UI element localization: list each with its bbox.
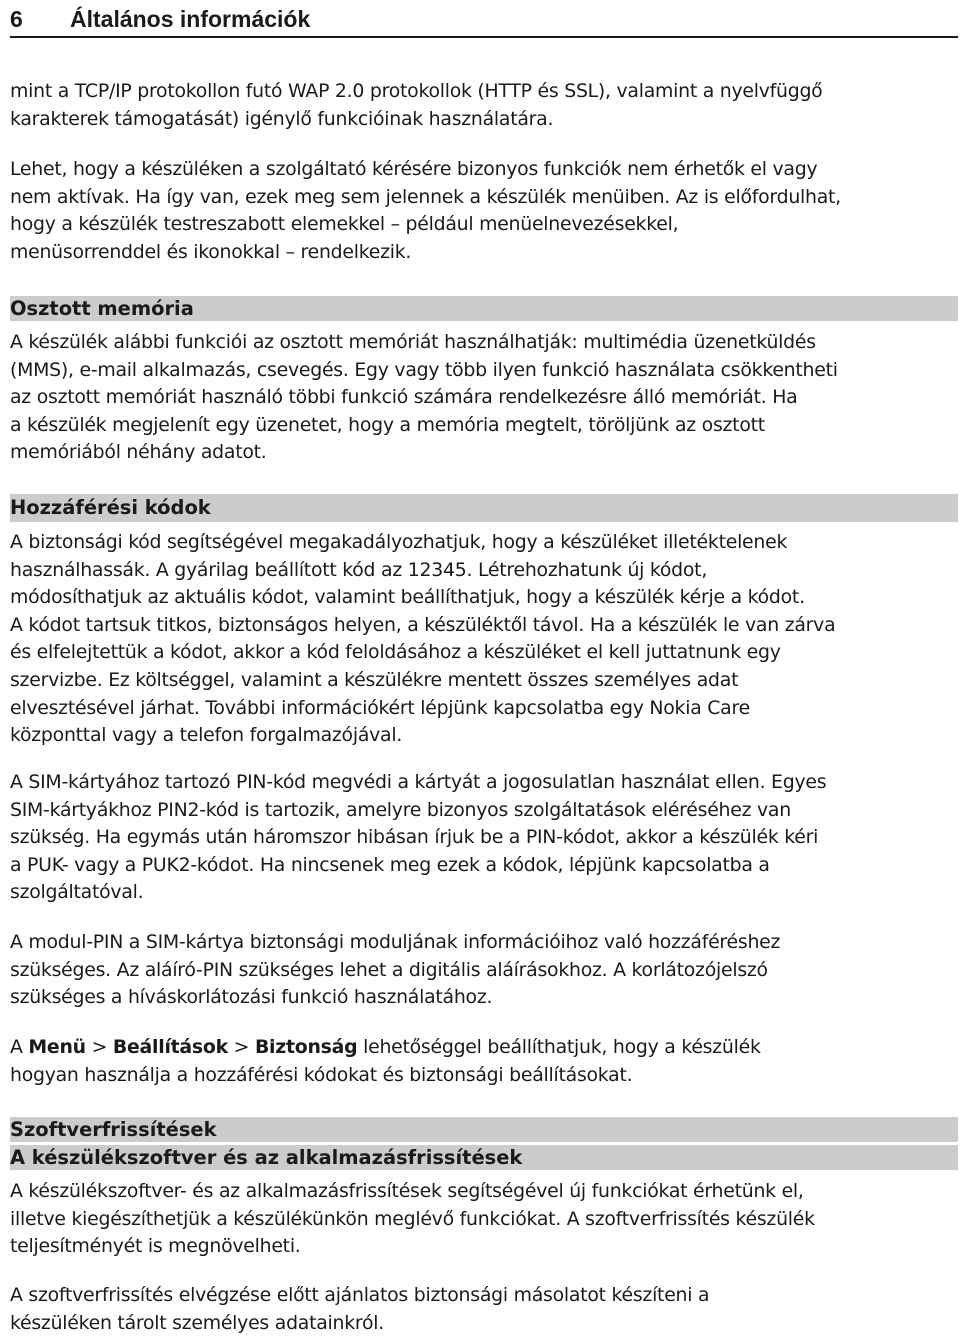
text-line: szükséges. Az aláíró-PIN szükséges lehet a digitális aláírásokhoz. A korlátozójelszó xyxy=(10,958,768,981)
text-line: szolgáltatóval. xyxy=(10,881,144,904)
page-header xyxy=(10,0,958,38)
text-line: hogyan használja a hozzáférési kódokat és biztonsági beállításokat. xyxy=(10,1063,633,1086)
page-number: 6 xyxy=(10,6,23,32)
menu-path-settings: Beállítások xyxy=(112,1036,228,1058)
text-line: módosíthatjuk az aktuális kódot, valamint beállíthatjuk, hogy a készülék kérje a kódot. xyxy=(10,586,805,609)
text-line: karakterek támogatását) igénylő funkcióinak használatára. xyxy=(10,107,554,130)
text-line: A készülék alábbi funkciói az osztott memóriát használhatják: multimédia üzenetküldés xyxy=(10,331,816,353)
text-line: a PUK- vagy a PUK2-kódot. Ha nincsenek meg ezek a kódok, lépjünk kapcsolatba a xyxy=(10,853,770,876)
section-heading-shared-memory: Osztott memória xyxy=(10,296,958,321)
text-line xyxy=(10,1034,958,1062)
text-line: memóriából néhány adatot. xyxy=(10,441,267,464)
shared-memory-paragraph xyxy=(10,329,958,467)
text-line: készüléken tárolt személyes adatainkról. xyxy=(10,1311,385,1334)
text-suffix: lehetőséggel beállíthatjuk, hogy a készülék xyxy=(357,1036,761,1058)
text-line: SIM-kártyákhoz PIN2-kód is tartozik, amelyre bizonyos szolgáltatások eléréséhez van xyxy=(10,798,791,821)
intro-paragraph-2 xyxy=(10,156,958,266)
section-heading-access-codes: Hozzáférési kódok xyxy=(10,494,958,522)
text-line: használhassák. A gyárilag beállított kód az 12345. Létrehozhatunk új kódot, xyxy=(10,558,708,581)
text-line: mint a TCP/IP protokollon futó WAP 2.0 protokollok (HTTP és SSL), valamint a nyelvfüggő xyxy=(10,80,823,102)
software-updates-paragraph-1 xyxy=(10,1178,958,1261)
text-line: menüsorrenddel és ikonokkal – rendelkezik. xyxy=(10,240,412,263)
text-line: A készülékszoftver- és az alkalmazásfrissítések segítségével új funkciókat érhetünk el, xyxy=(10,1180,804,1202)
text-line: elvesztésével járhat. További információkért lépjünk kapcsolatba egy Nokia Care xyxy=(10,696,750,719)
intro-paragraph-1 xyxy=(10,78,958,133)
chapter-title: Általános információk xyxy=(70,6,311,32)
text-line: szükség. Ha egymás után háromszor hibásan írjuk be a PIN-kódot, akkor a készülék kéri xyxy=(10,826,819,849)
text-prefix: A xyxy=(10,1036,29,1058)
subsection-heading-device-software: A készülékszoftver és az alkalmazásfrissítések xyxy=(10,1145,958,1170)
text-line: és elfelejtettük a kódot, akkor a kód feloldásához a készüléket el kell juttatnunk egy xyxy=(10,641,781,664)
text-line: illetve kiegészíthetjük a készülékünkön meglévő funkciókat. A szoftverfrissítés készülék xyxy=(10,1207,815,1230)
text-line: A kódot tartsuk titkos, biztonságos helyen, a készüléktől távol. Ha a készülék le van zárva xyxy=(10,613,836,636)
section-heading-software-updates: Szoftverfrissítések xyxy=(10,1117,958,1142)
menu-path-security: Biztonság xyxy=(254,1036,358,1058)
text-line: szervizbe. Ez költséggel, valamint a készülékre mentett összes személyes adat xyxy=(10,668,739,691)
text-line: teljesítményét is megnövelheti. xyxy=(10,1235,301,1258)
access-codes-paragraph-4 xyxy=(10,1034,958,1089)
software-updates-paragraph-2 xyxy=(10,1282,958,1337)
text-line: a készülék megjelenít egy üzenetet, hogy a memória megtelt, töröljünk az osztott xyxy=(10,413,765,436)
text-line: A biztonsági kód segítségével megakadályozhatjuk, hogy a készüléket illetéktelenek xyxy=(10,531,788,553)
text-line: A szoftverfrissítés elvégzése előtt ajánlatos biztonsági másolatot készíteni a xyxy=(10,1284,710,1306)
text-line: Lehet, hogy a készüléken a szolgáltató kérésére bizonyos funkciók nem érhetők el vagy xyxy=(10,158,818,180)
access-codes-paragraph-1 xyxy=(10,529,958,750)
menu-separator: > xyxy=(85,1036,113,1058)
text-line: nem aktívak. Ha így van, ezek meg sem jelennek a készülék menüiben. Az is előfordulhat, xyxy=(10,185,841,208)
text-line: központtal vagy a telefon forgalmazójával. xyxy=(10,724,403,747)
access-codes-paragraph-3 xyxy=(10,929,958,1012)
menu-path-menu: Menü xyxy=(28,1036,86,1058)
text-line: az osztott memóriát használó többi funkció számára rendelkezésre álló memóriát. Ha xyxy=(10,386,798,409)
text-line: (MMS), e-mail alkalmazás, csevegés. Egy vagy több ilyen funkció használata csökkentheti xyxy=(10,358,838,381)
access-codes-paragraph-2 xyxy=(10,769,958,907)
text-line: A modul-PIN a SIM-kártya biztonsági moduljának információihoz való hozzáféréshez xyxy=(10,931,781,953)
text-line: szükséges a híváskorlátozási funkció használatához. xyxy=(10,986,493,1009)
menu-separator: > xyxy=(227,1036,255,1058)
text-line: A SIM-kártyához tartozó PIN-kód megvédi a kártyát a jogosulatlan használat ellen. Egyes xyxy=(10,771,827,793)
text-line: hogy a készülék testreszabott elemekkel – például menüelnevezésekkel, xyxy=(10,213,679,236)
